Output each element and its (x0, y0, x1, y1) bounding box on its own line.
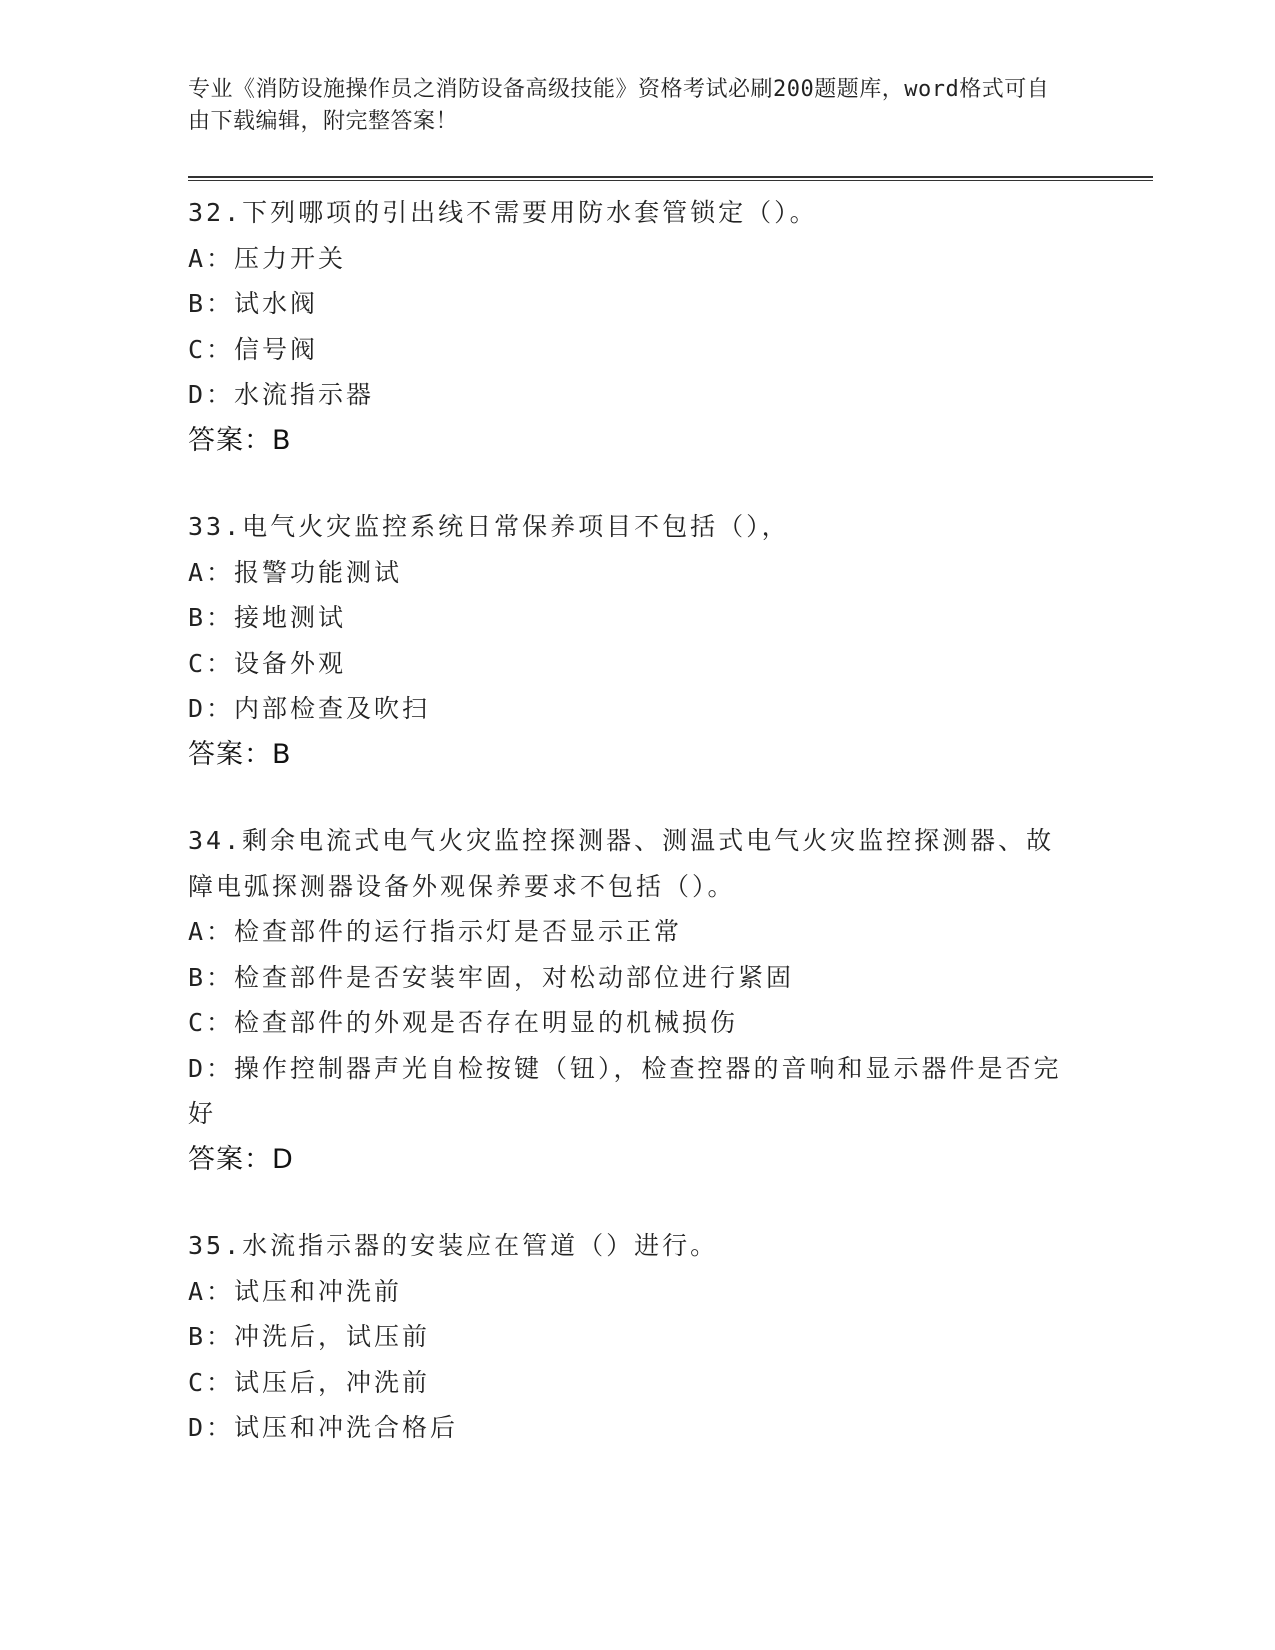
option-c: C：信号阀 (188, 334, 319, 364)
option-c: C：设备外观 (188, 648, 347, 678)
question-stem: 35.水流指示器的安装应在管道（）进行。 (188, 1231, 719, 1260)
option-a: A：压力开关 (188, 243, 347, 273)
option-c: C：试压后，冲洗前 (188, 1367, 431, 1397)
question-33 (188, 504, 1088, 777)
option-b: B：试水阀 (188, 289, 319, 318)
option-c: C：检查部件的外观是否存在明显的机械损伤 (188, 1008, 739, 1037)
option-a: A：检查部件的运行指示灯是否显示正常 (188, 917, 683, 946)
option-d: D：水流指示器 (188, 380, 375, 409)
question-34 (188, 818, 1088, 1182)
option-d: D：内部检查及吹扫 (188, 694, 431, 723)
question-35 (188, 1223, 1088, 1451)
question-32 (188, 190, 1088, 463)
header-divider (188, 176, 1153, 181)
option-b: B：冲洗后，试压前 (188, 1322, 431, 1351)
question-stem: 33.电气火灾监控系统日常保养项目不包括（）， (188, 512, 790, 541)
option-b: B：检查部件是否安装牢固，对松动部位进行紧固 (188, 962, 795, 992)
answer-line: 答案：B (188, 424, 292, 456)
question-list (188, 190, 1088, 1492)
answer-line: 答案：D (188, 1143, 294, 1175)
question-stem: 32.下列哪项的引出线不需要用防水套管锁定（）。 (188, 198, 818, 227)
option-a: A：报警功能测试 (188, 557, 403, 587)
option-d: D：操作控制器声光自检按键（钮），检查控器的音响和显示器件是否完好 (188, 1053, 1062, 1128)
answer-line: 答案：B (188, 738, 292, 770)
option-d: D：试压和冲洗合格后 (188, 1413, 459, 1442)
option-b: B：接地测试 (188, 603, 347, 632)
option-a: A：试压和冲洗前 (188, 1276, 403, 1306)
document-header: 专业《消防设施操作员之消防设备高级技能》资格考试必刷200题题库，word格式可自由下载编辑，附完整答案！ (188, 77, 1050, 134)
question-stem: 34.剩余电流式电气火灾监控探测器、测温式电气火灾监控探测器、故障电弧探测器设备外观保养要求不包括（）。 (188, 826, 1055, 901)
